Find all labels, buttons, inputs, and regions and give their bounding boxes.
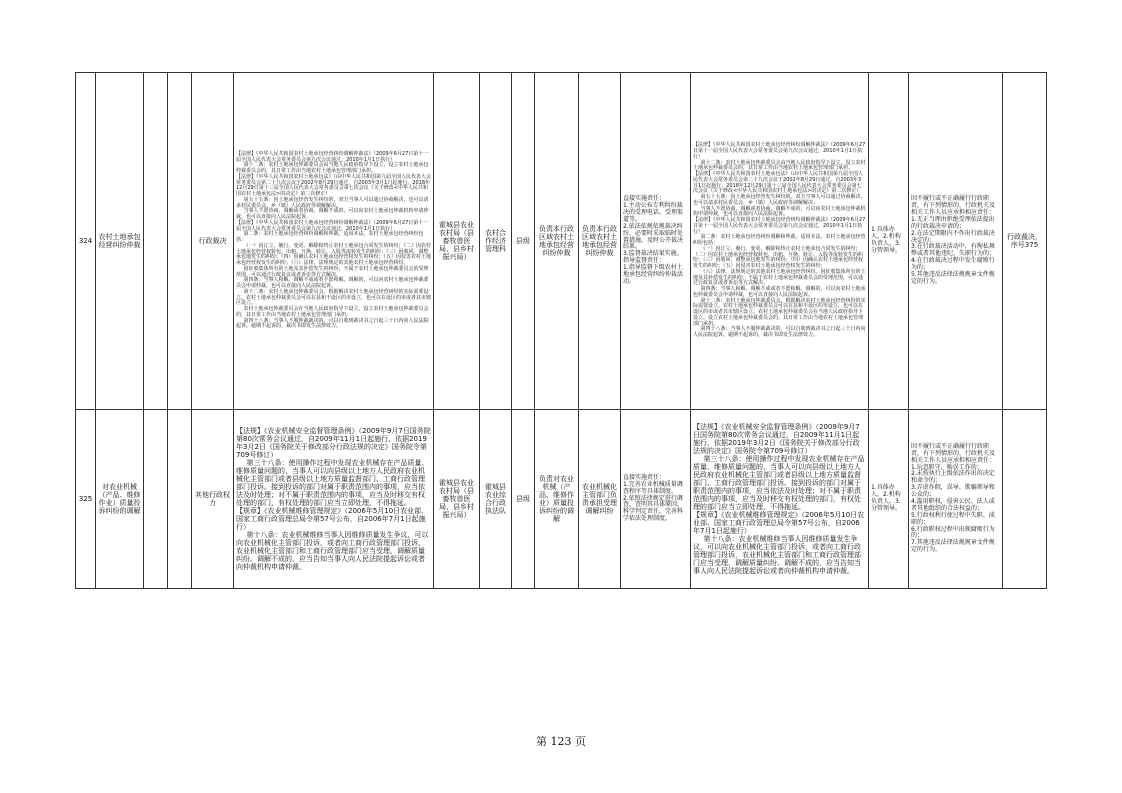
code-cell (168, 73, 192, 410)
seq-cell: 325 (76, 410, 96, 589)
basis-paragraph: 【法律】《中华人民共和国农村土地承包经营纠纷调解仲裁法》（2009年6月27日第十一届全国人民代表大会常务委员会第九次会议通过，2010年1月1日执行） (693, 142, 866, 160)
responsibility-line: 2.依照法律规定进行调查，查明其具体原因，科学判定责任，完善科学依法处理制度。 (623, 494, 684, 523)
responsibility-line: 指导监督责任： (623, 257, 666, 265)
level-cell: 县级 (512, 410, 535, 589)
basis-paragraph: 第二条：农村土地承包经营纠纷调解和仲裁，适用本法。农村土地承包经营纠纷包括： (236, 231, 424, 244)
responsibility-line: 1.指导监督下级农村土地承包经营纠纷仲裁活动。 (623, 264, 684, 285)
responsibility-line: 2.依法依规依规裁决纠纷，必要时采取临时处置措施，及时公开裁决结果。 (623, 222, 684, 251)
responsibility-basis-cell (691, 73, 869, 410)
basis-paragraph: 第四十八条：当事人不服仲裁裁决的，可以自收到裁决书之日起三十日内向人民法院起诉。逾期不起诉的，裁决书即发生法律效力。 (693, 326, 866, 338)
basis-paragraph: 因征收集体所有的土地及其补偿发生的纠纷，不属于农村土地承包仲裁委员会的受理范围，可以通过行政复议或者诉讼等方式解决。 (236, 265, 429, 278)
responsibility-line: 直接实施责任： (623, 473, 666, 481)
unit-cell: 农村合作经济管理科 (480, 73, 512, 410)
basis-paragraph: 第三十八条：使用操作过程中发现农业机械存在产品质量、维修质量问题的，当事人可以向县级以上地方人民政府农业机械化主管部门或者县级以上地方质量监督部门、工商行政管理部门投诉。接到投诉的部门对属于职责范围内的事项，应当依法及时处理；对不属于职责范围内的事项，应当及时移交有权处理的部门，有权处理的部门应当立即处理，不得拖延。 (236, 458, 429, 507)
basis-paragraph: 第十二条：农村土地承包仲裁委员会由当地人民政府指导下设立，设立农村土地承包仲裁委员会的，其日常工作由当地农村土地承包管理部门承担。 (236, 162, 429, 175)
page-number: 第 123 页 (536, 735, 586, 748)
accountability-line: 3.在行政裁决活动中，有徇私舞弊或者其他违纪、失职行为的； (911, 243, 996, 258)
basis-paragraph: 第四条：当事人和解、调解不成或者不愿和解、调解的，可以向农村土地承包仲裁委员会申请仲裁，也可以直接向人民法院起诉。 (693, 286, 866, 298)
accountability-line: 2.未按执行上级依法作出的决定和命令的； (911, 470, 995, 485)
department-cell: 霍城县农业农村局（县畜牧兽医局、县乡村振兴局） (434, 73, 480, 410)
responsibility-line: 直接实施责任： (623, 195, 666, 203)
basis-paragraph: 【法律】《中华人民共和国农村土地承包法》（由中华人民共和国第九届全国人民代表大会常务委员会第二十九次会议于2002年8月29日通过，自2003年3月1日起施行。2018年12月29日第十三届全国人民代表大会常务委员会第七次会议《关于修改<中华人民共和国农村土地承包法>的决定》第二次修正） (693, 171, 864, 195)
duty-main-cell: 负责本行政区域农村土地承包经营纠纷仲裁 (535, 73, 579, 410)
basis-paragraph: 第四十八条：当事人不服仲裁裁决的，可以自收到裁决书之日起三十日内向人民法院起诉。逾期不起诉的，裁决书即发生法律效力。 (236, 317, 429, 330)
basis-paragraph: 【法律】《中华人民共和国农村土地承包经营纠纷调解仲裁法》（2009年6月27日第十一届全国人民代表大会常务委员会第九次会议通过，2010年1月1日执行） (693, 217, 866, 235)
responsibility-cell (621, 410, 691, 589)
accountability-cell (909, 73, 1003, 410)
accountability-line: 5.其他违反法律法规规章文件规定的行为。 (911, 271, 995, 285)
basis-paragraph: 第三十八条：使用操作过程中发现农业机械存在产品质量、维修质量问题的，当事人可以向县级以上地方人民政府农业机械化主管部门或者县级以上地方质量监督部门、工商行政管理部门投诉。接到投诉的部门对属于职责范围内的事项，应当依法及时处理；对不属于职责范围内的事项，应当及时移交有权处理的部门，有权处理的部门应当立即处理，不得拖延。 (693, 454, 865, 512)
remark-cell: 行政裁决，序号375 (1003, 73, 1047, 410)
department-cell: 霍城县农业农村局（县畜牧兽医局、县乡村振兴局） (434, 410, 480, 589)
item-name-cell: 农村土地承包经营纠纷仲裁 (96, 73, 144, 410)
sub-item-cell (144, 73, 168, 410)
basis-paragraph: （一）因订立、履行、变更、解除和终止农村土地承包合同发生的纠纷；（二）因农村土地承包经营权转包、出租、互换、转让、入股等流转发生的纠纷；（三）因收回、调整承包地发生的纠纷；（四）因确认农村土地承包经营权发生的纠纷；（五）因侵害农村土地承包经营权发生的纠纷； (693, 245, 864, 269)
unit-cell: 霍城县农业综合行政执法队 (480, 410, 512, 589)
basis-paragraph: 当事人不愿协商、调解或者协商、调解不成的，可以向农村土地承包仲裁机构申请仲裁，也可以直接向人民法院起诉。 (693, 205, 866, 218)
item-name-cell: 对农业机械（产品、维修作业）质量投诉纠纷的调解 (96, 410, 144, 589)
accountability-line: 因不履行或不正确履行行政职责，有下列情形的，行政机关及相关工作人员应承担相应责任： (911, 195, 996, 216)
basis-paragraph: 【规章】《农业机械维修管理规定》（2006年5月10日农业部、国家工商行政管理总局令第57号公布，自2006年7月1日起施行） (693, 511, 865, 536)
responsibility-line: 1.完善农业机械质量调查程序等具体制度。 (623, 480, 683, 495)
basis-paragraph: 当事人不愿协商、调解或者协商、调解不成的，可以向农村土地承包仲裁机构申请仲裁，也可以直接向人民法院起诉。 (236, 208, 429, 221)
accountability-line: 1.玩忽职守，贻误工作的； (911, 463, 983, 471)
table-row (76, 410, 1047, 589)
basis-paragraph: 【法规】《农业机械安全监督管理条例》（2009年9月7日国务院第80次常务会议通过，自2009年11月1日起施行，依据2019年3月2日《国务院关于修改部分行政法规的决定》国务院令第709号修订） (236, 426, 431, 459)
accountability-line: 2.在法定期限内不作出行政裁决决定的； (911, 229, 995, 244)
basis-paragraph: 【法律】《中华人民共和国农村土地承包法》（由中华人民共和国第九届全国人民代表大会常务委员会第二十九次会议于2002年8月29日通过，自2003年3月1日起施行。2018年12月29日第十三届全国人民代表大会常务委员会第七次会议《关于修改<中华人民共和国农村土地承包法>的决定》第二次修正） (236, 173, 432, 198)
duty-detail-cell: 负责本行政区域农村土地承包经营纠纷仲裁 (579, 73, 621, 410)
basis-paragraph: 第二条：农村土地承包经营纠纷调解和仲裁，适用本法。农村土地承包经营纠纷包括： (693, 234, 866, 246)
legal-basis-cell (234, 410, 434, 589)
power-type-cell: 其他行政权力 (192, 410, 234, 589)
accountability-cell (909, 410, 1003, 589)
basis-paragraph: 【法律】《中华人民共和国农村土地承包经营纠纷调解仲裁法》（2009年6月27日第十一届全国人民代表大会常务委员会第九次会议通过，2010年1月1日执行） (236, 219, 429, 232)
accountability-line: 1.无正当理由拒绝受理依法提出的行政裁决申请的； (911, 215, 995, 230)
basis-paragraph: 【法律】《中华人民共和国农村土地承包经营纠纷调解仲裁法》（2009年6月27日第十一届全国人民代表大会常务委员会第九次会议通过，2010年1月1日执行） (236, 150, 429, 163)
accountability-line: 3.弄虚作假，误导、欺骗领导和公众的； (911, 484, 995, 499)
basis-paragraph: 第十八条：农业机械维修当事人因维修质量发生争议，可以向农业机械化主管部门投诉，或者向工商行政管理部门投诉，农业机械化主管部门和工商行政管理部门应当受理，调解质量纠纷。调解不成的，应当告知当事人向人民法院提起诉讼或者向仲裁机构申请仲裁。 (236, 531, 429, 572)
responsible-subject-cell: 1.具体办人。2.机构负责人。3.分管领导。 (869, 73, 909, 410)
responsibility-cell (621, 73, 691, 410)
basis-paragraph: 第十二条：农村土地承包仲裁委员会由当地人民政府指导下设立，设立农村土地承包仲裁委员会的，其日常工作由当地农村土地承包管理部门承担。 (693, 159, 866, 172)
duty-main-cell: 负责对农业机械（产品、维修作业）质量投诉纠纷的调解 (535, 410, 579, 589)
code-cell (168, 410, 192, 589)
basis-paragraph: （六）法律、法规规定的其他农村土地承包经营纠纷。因征收集体所有的土地及其补偿发生的纠纷，不属于农村土地承包仲裁委员会的受理范围，可以通过行政复议或者诉讼等方式解决。 (693, 268, 866, 287)
basis-paragraph: 【规章】《农业机械维修管理规定》（2006年5月10日农业部、国家工商行政管理总局令第57号公布，自2006年7月1日起施行） (236, 507, 429, 532)
seq-cell: 324 (76, 73, 96, 410)
basis-paragraph: 第五十五条：因土地承包经营发生纠纷的，双方当事人可以通过协商解决，也可以请求村民委员会、乡（镇）人民政府等调解解决。 (236, 196, 429, 209)
basis-paragraph: 第十八条：农业机械维修当事人因维修质量发生争议，可以向农业机械化主管部门投诉，或者向工商行政管理部门投诉，农业机械化主管部门和工商行政管理部门应当受理，调解质量纠纷。调解不成的，应当告知当事人向人民法院提起诉讼或者向仲裁机构申请仲裁。 (693, 535, 861, 576)
accountability-line: 5.行政权利行使过程中失职、渎职的； (911, 511, 995, 526)
basis-paragraph: 第四条：当事人和解、调解不成或者不愿和解、调解的，可以向农村土地承包仲裁委员会申请仲裁，也可以直接向人民法院起诉。 (236, 277, 429, 290)
level-cell: 县级 (512, 73, 535, 410)
remark-cell (1003, 410, 1047, 589)
basis-paragraph: 第五十五条：因土地承包经营发生纠纷的，双方当事人可以通过协商解决，也可以请求村民委员会、乡（镇）人民政府等调解解决。 (693, 194, 866, 206)
accountability-line: 4.在行政裁决过程中发生腐败行为的； (911, 257, 995, 272)
responsibility-basis-cell (691, 410, 869, 589)
sub-item-cell (144, 410, 168, 589)
accountability-line: 6.行政职权过程中出现腐败行为的； (911, 525, 995, 540)
responsibility-line: 3.监督裁决结果实施。 (623, 250, 683, 258)
duty-detail-cell: 农业机械化主管部门负责承担受理调解纠纷 (579, 410, 621, 589)
accountability-line: 4.滥用职权，侵害公民、法人或者其他组织的合法权益的； (911, 498, 995, 512)
basis-paragraph: 第十二条：农村土地承包仲裁委员会，根据解决农村土地承包经营纠纷的实际需要设立。农村土地承包仲裁委员会可以在县和不设区的市设立，也可以在设区的市或者其市辖区设立。农村土地承包仲裁委员会在当地人民政府指导下设立。设立农村土地承包仲裁委员会的，其日常工作由当地农村土地承包管理部门承担。 (693, 297, 866, 327)
accountability-line: 7.其他违反法律法规规章文件规定的行为。 (911, 539, 995, 554)
basis-paragraph: 农村土地承包仲裁委员会在当地人民政府指导下设立。设立农村土地承包仲裁委员会的，其日常工作由当地农村土地承包管理部门承担。 (236, 306, 429, 318)
responsible-subject-cell: 1.具体办人。2.机构负责人。3.分管领导。 (869, 410, 909, 589)
power-type-cell: 行政裁决 (192, 73, 234, 410)
legal-basis-cell (234, 73, 434, 410)
table-row (76, 73, 1047, 410)
basis-paragraph: 【法规】《农业机械安全监督管理条例》（2009年9月7日国务院第80次常务会议通过，自2009年11月1日起施行，依据2019年3月2日《国务院关于修改部分行政法规的决定》国务院令第709号修订） (693, 422, 860, 455)
power-list-table (75, 72, 1047, 589)
accountability-line: 因不履行或不正确履行行政职责，有下列情形的，行政机关及相关工作人员应承担相应责任： (911, 442, 996, 464)
basis-paragraph: 第十二条：农村土地承包仲裁委员会，根据解决农村土地承包经营纠纷的实际需要设立。农村土地承包仲裁委员会可以在县和不设区的市设立，也可以在设区的市或者其市辖区设立。 (236, 288, 432, 307)
responsibility-line: 1.主动公布专利纠纷裁决的受理电话、受理渠道等。 (623, 202, 684, 223)
basis-paragraph: （一）因订立、履行、变更、解除和终止农村土地承包合同发生的纠纷；（二）因农村土地承包经营权转包、出租、互换、转让、入股等流转发生的纠纷；（三）因收回、调整承包地发生的纠纷；（四）因确认农村土地承包经营权发生的纠纷；（五）因侵害农村土地承包经营权发生的纠纷；（六）法律、法规规定的其他农村土地承包经营纠纷。 (236, 242, 432, 267)
